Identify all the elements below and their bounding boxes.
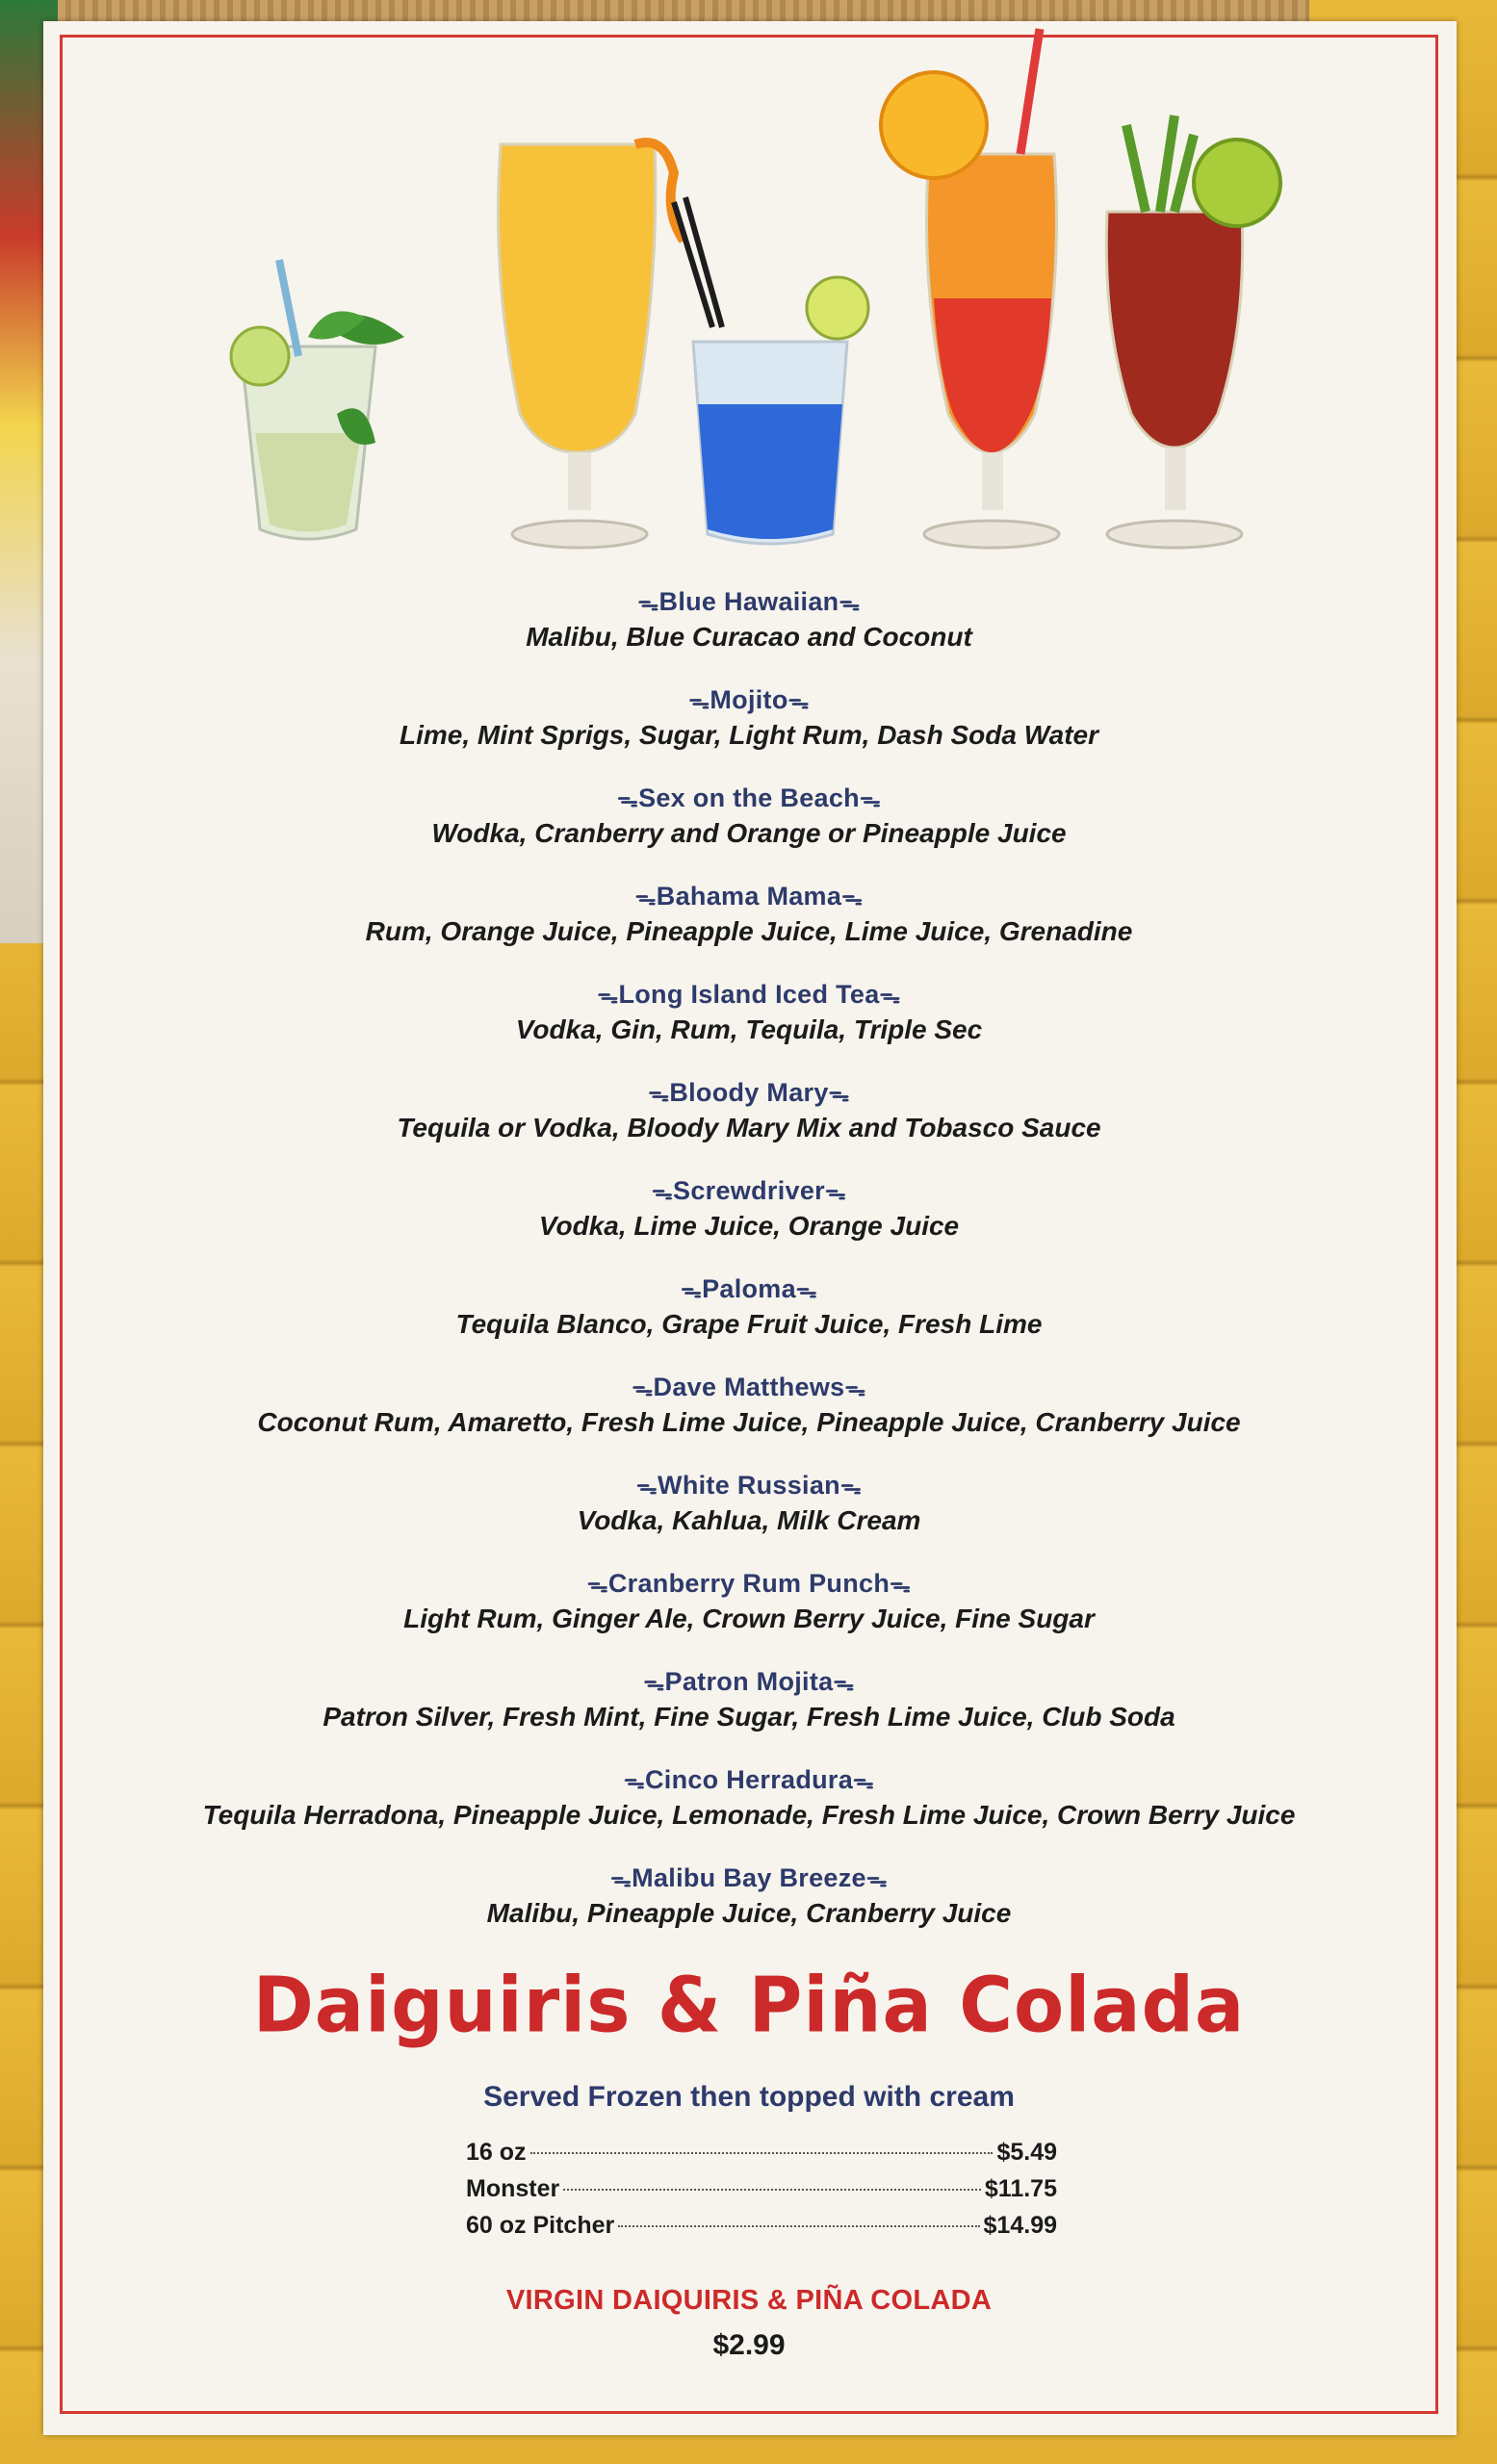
swirl-right-icon: ᯓ [833,1671,855,1695]
cocktail-name-text: Dave Matthews [653,1373,845,1401]
swirl-left-icon: ᯓ [637,591,659,615]
cocktail-item [60,1567,1438,1665]
price-row [466,2175,1057,2212]
cocktail-item [60,880,1438,978]
dot-leader [530,2152,994,2154]
swirl-left-icon: ᯓ [617,787,639,811]
cocktail-name [60,585,1438,620]
cocktail-ingredients: Light Rum, Ginger Ale, Crown Berry Juice, Fine Sugar [403,1604,1095,1633]
cocktail-name [60,880,1438,914]
swirl-right-icon: ᯓ [859,787,881,811]
cocktail-item [60,1861,1438,1960]
cocktail-ingredients: Patron Silver, Fresh Mint, Fine Sugar, Fresh Lime Juice, Club Soda [323,1702,1175,1732]
cocktail-name [60,683,1438,718]
virgin-price: $2.99 [712,2329,786,2361]
size-label: Monster [466,2175,560,2202]
daiquiris-heading: Daiguiris & Piña Colada [252,1959,1246,2050]
swirl-left-icon: ᯓ [610,1867,632,1891]
mojito-glass-icon [231,260,404,539]
cocktail-name-text: White Russian [658,1471,840,1500]
cocktail-ingredients: Vodka, Lime Juice, Orange Juice [538,1211,960,1241]
cocktail-item [60,1272,1438,1371]
cocktail-name [60,1469,1438,1503]
cocktail-name [60,1272,1438,1307]
cocktail-name-text: Bloody Mary [669,1078,829,1107]
cocktail-item [60,782,1438,880]
bloody-mary-glass-icon [1106,116,1280,548]
swirl-right-icon: ᯓ [865,1867,888,1891]
cocktail-item [60,978,1438,1076]
cocktail-name-text: Cinco Herradura [644,1765,854,1794]
size-price: $5.49 [996,2139,1057,2166]
swirl-left-icon: ᯓ [688,689,710,713]
daiquiris-subtitle: Served Frozen then topped with cream [483,2081,1015,2113]
cocktail-name [60,782,1438,816]
cocktail-name [60,978,1438,1013]
tequila-sunrise-glass-icon [881,29,1059,548]
cocktail-name [60,1174,1438,1209]
cocktail-item [60,1076,1438,1174]
swirl-left-icon: ᯓ [586,1573,608,1597]
cocktail-name-text: Patron Mojita [664,1667,834,1696]
cocktail-name-text: Sex on the Beach [638,783,860,812]
dot-leader [618,2225,979,2227]
cocktail-name-text: Blue Hawaiian [658,587,839,616]
cocktail-name-text: Long Island Iced Tea [618,980,880,1009]
swirl-right-icon: ᯓ [879,984,901,1008]
price-row [466,2212,1057,2248]
swirl-left-icon: ᯓ [681,1278,703,1302]
price-row [466,2139,1057,2175]
swirl-left-icon: ᯓ [652,1180,674,1204]
cocktail-item [60,585,1438,683]
cocktail-name [60,1861,1438,1896]
cocktail-item [60,1665,1438,1763]
cocktail-name [60,1763,1438,1798]
cocktail-ingredients: Vodka, Gin, Rum, Tequila, Triple Sec [515,1014,983,1044]
virgin-heading: VIRGIN DAIQUIRIS & PIÑA COLADA [505,2285,993,2316]
cocktail-name [60,1371,1438,1405]
cocktail-name-text: Cranberry Rum Punch [607,1569,890,1598]
daiquiris-price-list [466,2139,1057,2248]
cocktail-ingredients: Rum, Orange Juice, Pineapple Juice, Lime Juice, Grenadine [365,916,1133,946]
size-price: $14.99 [983,2212,1057,2239]
swirl-right-icon: ᯓ [839,591,861,615]
swirl-right-icon: ᯓ [824,1180,846,1204]
swirl-left-icon: ᯓ [636,1475,658,1499]
swirl-left-icon: ᯓ [632,1376,654,1400]
cocktail-ingredients: Coconut Rum, Amaretto, Fresh Lime Juice, Pineapple Juice, Cranberry Juice [257,1407,1241,1437]
swirl-left-icon: ᯓ [643,1671,665,1695]
cocktail-name-text: Mojito [710,685,788,714]
cocktail-name-text: Malibu Bay Breeze [632,1863,866,1892]
dot-leader [563,2189,981,2191]
cocktail-ingredients: Wodka, Cranberry and Orange or Pineapple Juice [431,818,1067,848]
cocktail-name [60,1567,1438,1602]
size-label: 60 oz Pitcher [466,2212,615,2239]
swirl-right-icon: ᯓ [844,1376,866,1400]
cocktail-name-text: Screwdriver [673,1176,825,1205]
cocktail-ingredients: Tequila or Vodka, Bloody Mary Mix and Tobasco Sauce [397,1113,1101,1142]
cocktail-item [60,1763,1438,1861]
cocktail-name [60,1076,1438,1111]
cocktail-item [60,1174,1438,1272]
size-label: 16 oz [466,2139,527,2166]
cocktail-name-text: Paloma [702,1274,796,1303]
swirl-left-icon: ᯓ [648,1082,670,1106]
swirl-right-icon: ᯓ [828,1082,850,1106]
swirl-right-icon: ᯓ [787,689,810,713]
size-price: $11.75 [984,2175,1057,2202]
swirl-right-icon: ᯓ [853,1769,875,1793]
swirl-right-icon: ᯓ [841,886,864,910]
cocktail-ingredients: Lime, Mint Sprigs, Sugar, Light Rum, Dash Soda Water [399,720,1099,750]
cocktail-item [60,1469,1438,1567]
swirl-right-icon: ᯓ [795,1278,817,1302]
swirl-left-icon: ᯓ [634,886,657,910]
swirl-left-icon: ᯓ [597,984,619,1008]
orange-hurricane-glass-icon [499,142,723,548]
cocktail-ingredients: Tequila Herradona, Pineapple Juice, Lemonade, Fresh Lime Juice, Crown Berry Juice [202,1800,1296,1830]
cocktail-ingredients: Tequila Blanco, Grape Fruit Juice, Fresh Lime [455,1309,1043,1339]
cocktail-ingredients: Vodka, Kahlua, Milk Cream [577,1505,921,1535]
cocktail-item [60,683,1438,782]
cocktail-name-text: Bahama Mama [656,882,842,911]
swirl-right-icon: ᯓ [890,1573,912,1597]
swirl-left-icon: ᯓ [623,1769,645,1793]
swirl-right-icon: ᯓ [839,1475,862,1499]
cocktail-ingredients: Malibu, Blue Curacao and Coconut [526,622,972,652]
cocktail-item [60,1371,1438,1469]
cocktail-name [60,1665,1438,1700]
cocktail-glasses-illustration [221,10,1309,558]
cocktail-ingredients: Malibu, Pineapple Juice, Cranberry Juice [486,1898,1012,1928]
cocktail-list [60,585,1438,1960]
